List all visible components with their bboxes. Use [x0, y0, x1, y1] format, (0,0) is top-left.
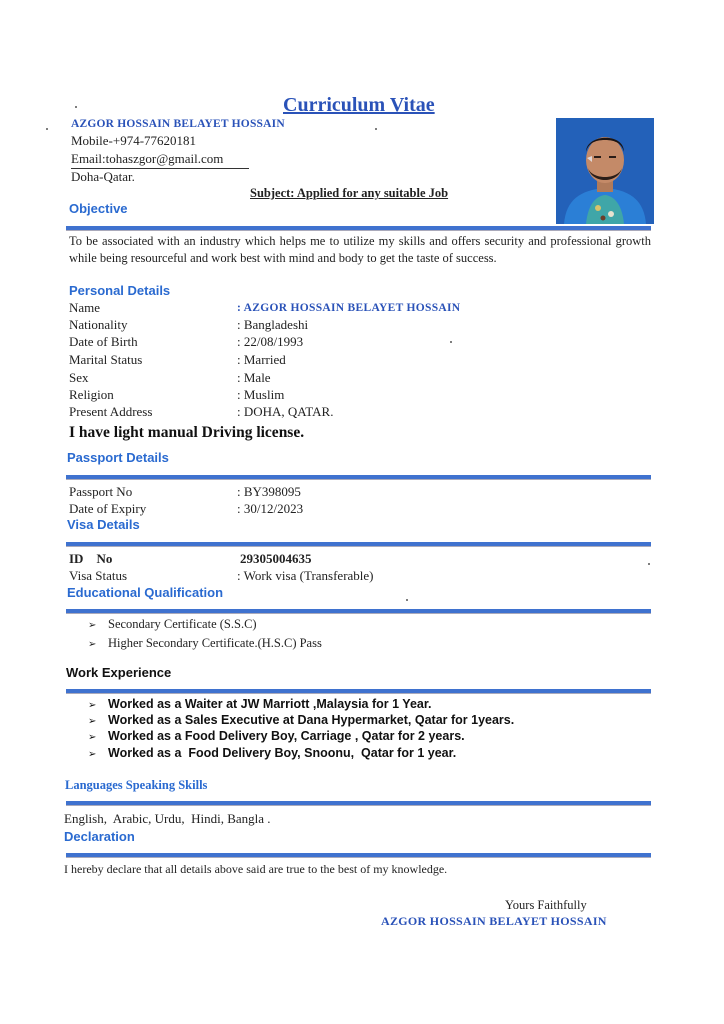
personal-label-address: Present Address — [69, 404, 153, 419]
work-item-text: Worked as a Waiter at JW Marriott ,Malaysia for 1 Year. — [108, 697, 432, 711]
closing-line: Yours Faithfully — [505, 898, 587, 912]
work-item — [88, 697, 432, 711]
visa-label-id: ID No — [69, 551, 113, 566]
work-item — [88, 746, 456, 760]
passport-heading: Passport Details — [67, 450, 169, 465]
arrow-bullet-icon: ➢ — [88, 732, 97, 743]
personal-value-address: : DOHA, QATAR. — [237, 404, 334, 419]
declaration-text: I hereby declare that all details above said are true to the best of my knowledge. — [64, 862, 448, 876]
personal-value-name: : AZGOR HOSSAIN BELAYET HOSSAIN — [237, 302, 461, 314]
arrow-bullet-icon: ➢ — [88, 749, 97, 760]
languages-heading: Languages Speaking Skills — [65, 778, 208, 792]
profile-photo — [556, 118, 654, 224]
languages-text: English, Arabic, Urdu, Hindi, Bangla . — [64, 811, 271, 826]
personal-label-nationality: Nationality — [69, 317, 128, 332]
scan-dot — [648, 563, 650, 565]
personal-value-dob: : 22/08/1993 — [237, 334, 304, 349]
signature-name: AZGOR HOSSAIN BELAYET HOSSAIN — [381, 914, 607, 928]
section-rule — [66, 689, 651, 694]
scan-dot — [375, 128, 377, 130]
objective-heading: Objective — [69, 201, 128, 216]
section-rule — [66, 542, 651, 547]
passport-value-number: : BY398095 — [237, 484, 301, 499]
section-rule — [66, 475, 651, 480]
visa-heading: Visa Details — [67, 517, 140, 532]
personal-label-dob: Date of Birth — [69, 334, 138, 349]
education-item — [88, 636, 322, 651]
personal-label-marital: Marital Status — [69, 352, 143, 367]
personal-heading: Personal Details — [69, 283, 171, 298]
education-item-text: Secondary Certificate (S.S.C) — [108, 617, 257, 631]
personal-value-marital: : Married — [237, 352, 286, 367]
header-location: Doha-Qatar. — [71, 169, 135, 184]
header-mobile: Mobile-+974-77620181 — [71, 133, 197, 148]
subject-line: Subject: Applied for any suitable Job — [250, 186, 449, 200]
section-rule — [66, 853, 651, 858]
scan-dot — [450, 341, 452, 343]
driving-license-note: I have light manual Driving license. — [69, 424, 305, 441]
arrow-bullet-icon: ➢ — [88, 700, 97, 711]
work-item-text: Worked as a Food Delivery Boy, Snoonu, Qatar for 1 year. — [108, 746, 457, 760]
personal-label-name: Name — [69, 300, 101, 315]
personal-label-sex: Sex — [69, 370, 89, 385]
passport-label-expiry: Date of Expiry — [69, 501, 147, 516]
personal-value-nationality: : Bangladeshi — [237, 317, 309, 332]
education-heading: Educational Qualification — [67, 585, 224, 600]
visa-value-id: 29305004635 — [240, 551, 312, 566]
section-rule — [66, 226, 651, 231]
section-rule — [66, 801, 651, 806]
scan-dot — [75, 106, 77, 108]
passport-label-number: Passport No — [69, 484, 133, 499]
work-item — [88, 729, 465, 743]
education-item — [88, 617, 257, 632]
personal-value-religion: : Muslim — [237, 387, 285, 402]
education-item-text: Higher Secondary Certificate.(H.S.C) Pass — [108, 636, 322, 650]
work-item-text: Worked as a Food Delivery Boy, Carriage , Qatar for 2 years. — [108, 729, 465, 743]
header-name: AZGOR HOSSAIN BELAYET HOSSAIN — [71, 118, 285, 130]
section-rule — [66, 609, 651, 614]
work-heading: Work Experience — [66, 665, 172, 680]
objective-text: To be associated with an industry which helps me to utilize my skills and offers security and professional growth while being resourceful and work best with mind and body to get the taste of success. — [69, 234, 651, 265]
scan-dot — [406, 599, 408, 601]
scan-dot — [46, 128, 48, 130]
personal-value-sex: : Male — [237, 370, 271, 385]
work-item-text: Worked as a Sales Executive at Dana Hypermarket, Qatar for 1years. — [108, 713, 515, 727]
header-email: Email:tohaszgor@gmail.com — [71, 151, 224, 166]
arrow-bullet-icon: ➢ — [88, 716, 97, 727]
declaration-heading: Declaration — [64, 829, 135, 844]
visa-value-status: : Work visa (Transferable) — [237, 568, 374, 583]
visa-label-status: Visa Status — [69, 568, 128, 583]
arrow-bullet-icon: ➢ — [88, 620, 97, 631]
passport-value-expiry: : 30/12/2023 — [237, 501, 304, 516]
page-title: Curriculum Vitae — [283, 94, 435, 116]
arrow-bullet-icon: ➢ — [88, 639, 97, 650]
personal-label-religion: Religion — [69, 387, 114, 402]
work-item — [88, 713, 514, 727]
